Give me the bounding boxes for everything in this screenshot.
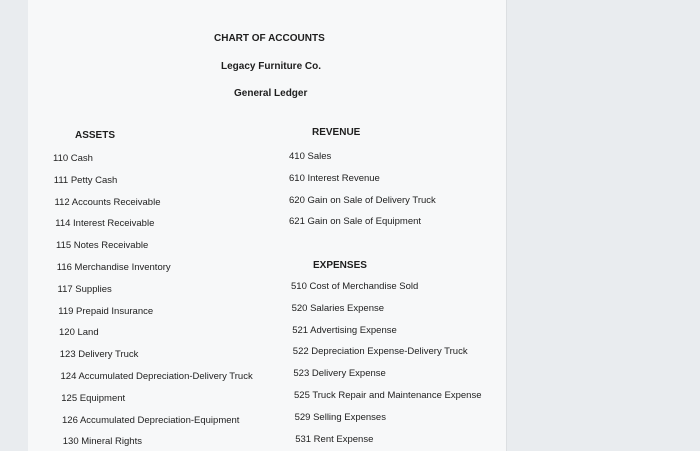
- ledger-name: General Ledger: [234, 88, 308, 99]
- revenue-heading: REVENUE: [312, 127, 361, 138]
- assets-account-item: 124 Accumulated Depreciation-Delivery Truck: [60, 371, 253, 382]
- assets-account-item: 120 Land: [59, 327, 99, 339]
- revenue-account-item: 410 Sales: [289, 151, 332, 162]
- revenue-account-item: 620 Gain on Sale of Delivery Truck: [289, 194, 436, 206]
- revenue-account-item: 621 Gain on Sale of Equipment: [289, 216, 422, 228]
- document-title: CHART OF ACCOUNTS: [214, 33, 325, 44]
- expenses-account-item: 525 Truck Repair and Maintenance Expense: [294, 390, 482, 401]
- assets-account-item: 125 Equipment: [61, 392, 126, 404]
- assets-account-item: 111 Petty Cash: [53, 174, 118, 186]
- expenses-account-item: 521 Advertising Expense: [292, 324, 397, 336]
- revenue-account-item: 610 Interest Revenue: [289, 172, 380, 184]
- expenses-account-item: 520 Salaries Expense: [291, 302, 385, 314]
- assets-account-item: 123 Delivery Truck: [59, 349, 139, 361]
- assets-account-item: 117 Supplies: [57, 283, 112, 295]
- assets-account-item: 114 Interest Receivable: [55, 218, 155, 230]
- expenses-account-item: 529 Selling Expenses: [294, 411, 386, 423]
- assets-account-item: 110 Cash: [53, 153, 93, 164]
- assets-account-item: 112 Accounts Receivable: [54, 196, 161, 208]
- assets-account-item: 119 Prepaid Insurance: [58, 305, 154, 317]
- expenses-account-item: 531 Rent Expense: [295, 433, 374, 445]
- assets-account-item: 130 Mineral Rights: [62, 436, 142, 448]
- assets-account-item: 116 Merchandise Inventory: [56, 262, 171, 273]
- expenses-account-item: 523 Delivery Expense: [293, 368, 386, 380]
- assets-account-item: 126 Accumulated Depreciation-Equipment: [62, 414, 240, 426]
- assets-account-item: 115 Notes Receivable: [56, 240, 149, 252]
- expenses-account-item: 522 Depreciation Expense-Delivery Truck: [292, 346, 468, 358]
- expenses-account-item: 510 Cost of Merchandise Sold: [291, 281, 419, 292]
- company-name: Legacy Furniture Co.: [221, 61, 322, 72]
- assets-heading: ASSETS: [75, 130, 116, 141]
- expenses-heading: EXPENSES: [313, 260, 367, 271]
